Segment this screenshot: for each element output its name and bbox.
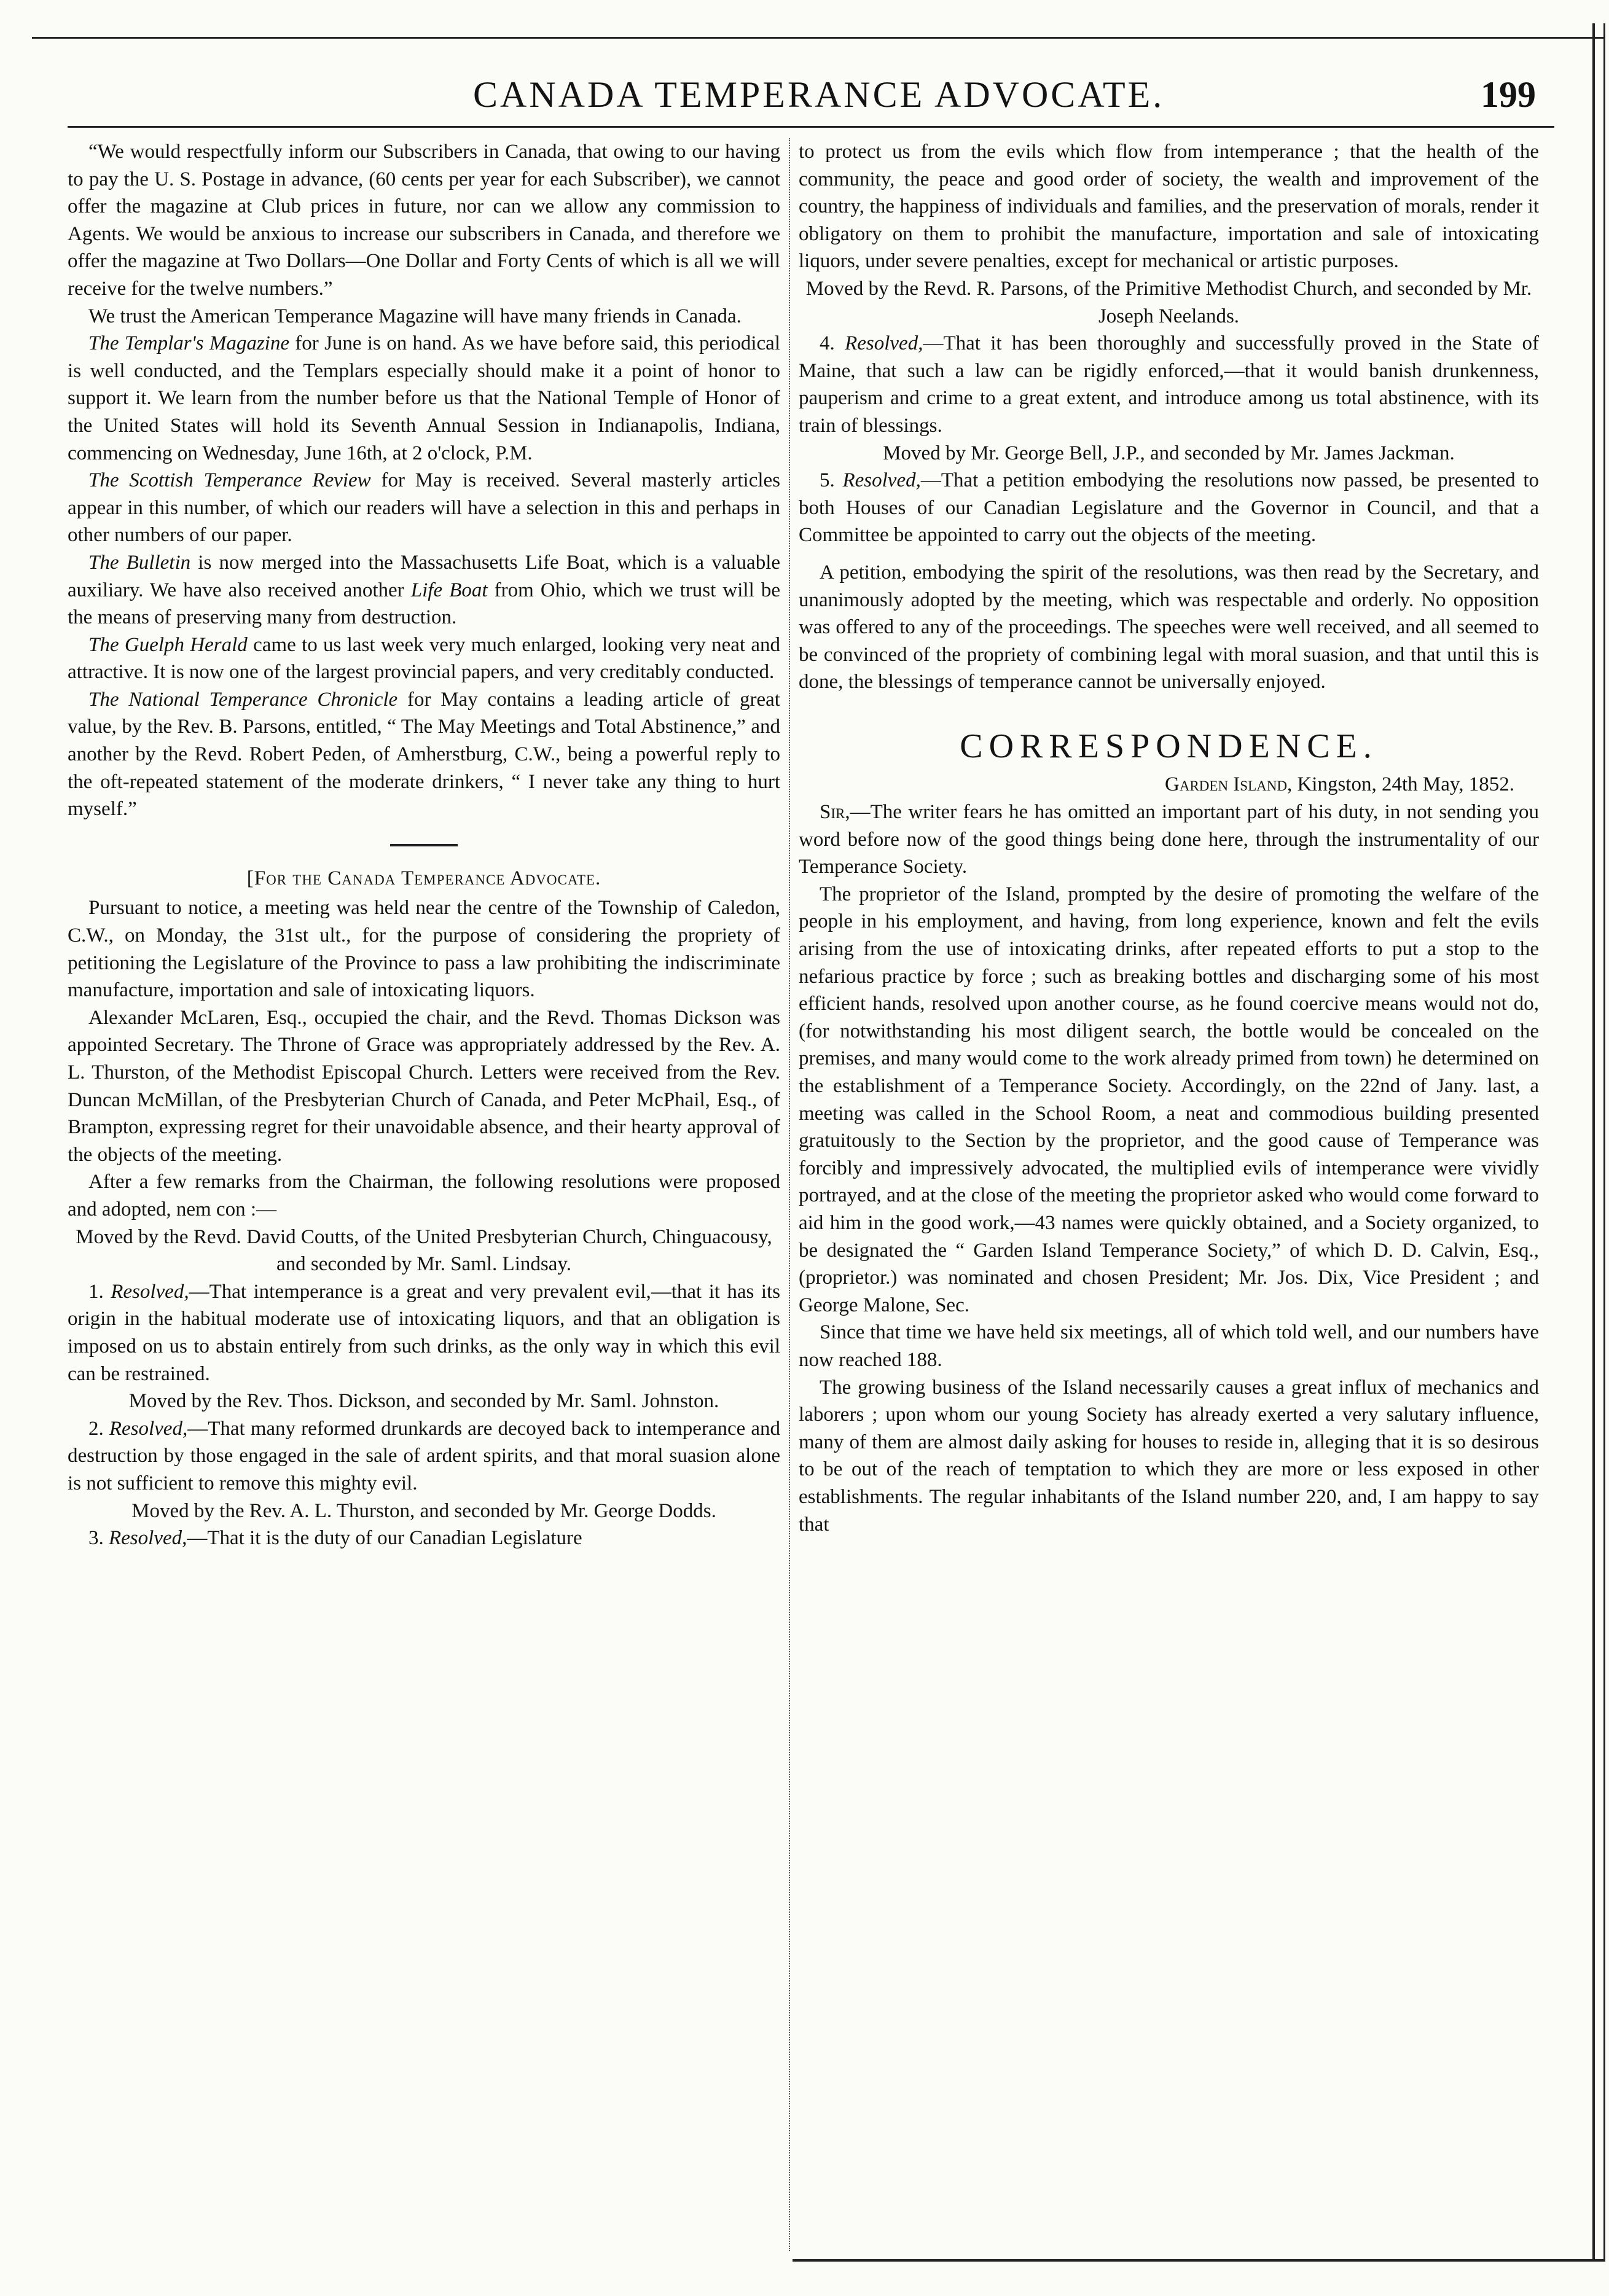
bulletin-note: The Bulletin is now merged into the Massachusetts Life Boat, which is a valuable auxiliary. We have also received another Life Boat from Ohio, which we trust will be the means of preserving many from destruction. <box>68 551 781 629</box>
column-divider <box>789 138 790 2251</box>
publication-name: The National Temperance Chronicle <box>88 688 398 711</box>
motion-mover: Moved by the Revd. David Coutts, of the United Presbyterian Church, Chinguacousy, and seconded by Mr. Saml. Lindsay. <box>76 1225 772 1276</box>
right-column <box>799 138 1539 1538</box>
publication-name: Life Boat <box>410 579 488 601</box>
resolution-5: 5. Resolved,—That a petition embodying the resolutions now passed, be presented to both Houses of our Canadian Legislature and the Governor in Council, and that a Committee be appointed to carry out the objects of the meeting. <box>799 469 1539 547</box>
letter-salutation: Sir,—The writer fears he has omitted an important part of his duty, in not sending you word before now of the good things being done here, through the instrumentality of our Temperance Society. <box>799 801 1539 878</box>
page-border-top <box>32 0 1605 39</box>
resolution-3-continued: to protect us from the evils which flow from intemperance ; that the health of the community, the peace and good order of society, the wealth and improvement of the country, the happiness of individuals and families, and the preservation of morals, render it obligatory on them to prohibit the manufacture, importation and sale of intoxicating liquors, under severe penalties, except for mechanical or artistic purposes. <box>799 141 1539 273</box>
publication-title: CANADA TEMPERANCE ADVOCATE. <box>473 74 1165 115</box>
page-header <box>68 74 1536 123</box>
motion-mover: Moved by the Rev. Thos. Dickson, and seconded by Mr. Saml. Johnston. <box>128 1390 719 1413</box>
resolution-3: 3. Resolved,—That it is the duty of our Canadian Legislature <box>88 1527 582 1550</box>
motion-mover: Moved by the Revd. R. Parsons, of the Primitive Methodist Church, and seconded by Mr. Joseph Neelands. <box>805 277 1532 327</box>
section-heading: [For the Canada Temperance Advocate. <box>246 867 601 889</box>
resolutions-intro: After a few remarks from the Chairman, the following resolutions were proposed and adopted, nem con :— <box>68 1171 780 1220</box>
letter-body: The growing business of the Island necessarily causes a great influx of mechanics and laborers ; upon whom our young Society has already exerted a very salutary influence, many of them are almost daily asking for houses to reside in, alleging that it is so desirous to be out of the reach of temptation to which they are more or less exposed in other establishments. The regular inhabitants of the Island number 220, and, I am happy to say that <box>799 1376 1539 1536</box>
left-column <box>68 138 780 1552</box>
magazine-note: We trust the American Temperance Magazine will have many friends in Canada. <box>88 305 742 327</box>
scottish-review-note: The Scottish Temperance Review for May is received. Several masterly articles appear in this number, of which our readers will have a selection in this and perhaps in other numbers of our paper. <box>68 469 780 547</box>
publication-name: The Bulletin <box>88 551 191 574</box>
letter-dateline: Garden Island, Kingston, 24th May, 1852. <box>1165 773 1514 796</box>
letter-body: The proprietor of the Island, prompted by the desire of promoting the welfare of the people in his employment, and having, from long experience, known and felt the evils arising from the use of intoxicating drinks, after repeated efforts to put a stop to the nefarious practice by force ; such as breaking bottles and discharging some of his most efficient hands, resolved upon another course, as he found coercive means would not do, (for notwithstanding his most diligent search, the bottle would be concealed on the premises, and many would come to the work already primed from town) he determined on the establishment of a Temperance Society. Accordingly, on the 22nd of Jany. last, a meeting was called in the School Room, a neat and commodious building presented gratuitously to the Section by the proprietor, and the good cause of Temperance was forcibly and impressively advocated, the multiplied evils of intemperance were vividly portrayed, and at the close of the meeting the proprietor asked who would come forward to aid him in the good work,—43 names were quickly obtained, and a Society organized, to be designated the “ Garden Island Temperance Society,” of which D. D. Calvin, Esq., (proprietor.) was nominated and chosen President; Mr. Jos. Dix, Vice President ; and George Malone, Sec. <box>799 883 1539 1316</box>
subscriber-notice: “We would respectfully inform our Subscribers in Canada, that owing to our having to pay the U. S. Postage in advance, (60 cents per year for each Subscriber), we cannot offer the magazine at Club prices in future, nor can we allow any commission to Agents. We would be anxious to increase our subscribers in Canada, and therefore we offer the magazine at Two Dollars—One Dollar and Forty Cents of which is all we will receive for the twelve numbers.” <box>68 141 780 300</box>
page-number: 199 <box>1481 74 1536 115</box>
resolution-2: 2. Resolved,—That many reformed drunkards are decoyed back to intemperance and destruction by those engaged in the sale of ardent spirits, and that moral suasion alone is not sufficient to remove this mighty evil. <box>68 1417 781 1494</box>
petition-paragraph: A petition, embodying the spirit of the resolutions, was then read by the Secretary, and unanimously adopted by the meeting, which was respectable and orderly. No opposition was offered to any of the proceedings. The speeches were well received, and all seemed to be convinced of the propriety of combining legal with moral suasion, and that until this is done, the blessings of temperance cannot be universally enjoyed. <box>799 561 1539 693</box>
letter-body: Since that time we have held six meetings, all of which told well, and our numbers have now reached 188. <box>799 1321 1539 1371</box>
chronicle-note: The National Temperance Chronicle for May contains a leading article of great value, by the Rev. B. Parsons, entitled, “ The May Meetings and Total Abstinence,” and another by the Revd. Robert Peden, of Amherstburg, C.W., being a powerful reply to the oft-repeated statement of the moderate drinkers, “ I never take any thing to hurt myself.” <box>68 688 780 821</box>
motion-mover: Moved by Mr. George Bell, J.P., and seconded by Mr. James Jackman. <box>883 442 1455 464</box>
publication-name: The Guelph Herald <box>88 633 248 656</box>
templars-magazine-note: The Templar's Magazine for June is on hand. As we have before said, this periodical is well conducted, and the Templars especially should make it a point of honor to support it. We learn from the number before us that the National Temple of Honor of the United States will hold its Seventh Annual Session in Indianapolis, Indiana, commencing on Wednesday, June 16th, at 2 o'clock, P.M. <box>68 332 780 464</box>
section-separator <box>390 844 458 846</box>
publication-name: The Templar's Magazine <box>88 332 289 355</box>
correspondence-heading: CORRESPONDENCE. <box>960 727 1378 765</box>
resolution-4: 4. Resolved,—That it has been thoroughly and successfully proved in the State of Maine, that such a law can be rigidly enforced,—that it would banish drunkenness, pauperism and crime to a great extent, and introduce among us total abstinence, with its train of blessings. <box>799 332 1539 437</box>
meeting-officers: Alexander McLaren, Esq., occupied the chair, and the Revd. Thomas Dickson was appointed Secretary. The Throne of Grace was appropriately addressed by the Rev. A. L. Thurston, of the Methodist Episcopal Church. Letters were received from the Rev. Duncan McMillan, of the Presbyterian Church of Canada, and Peter McPhail, Esq., of Brampton, expressing regret for their unavoidable absence, and their hearty approval of the objects of the meeting. <box>68 1006 780 1166</box>
publication-name: The Scottish Temperance Review <box>88 469 371 492</box>
meeting-report: Pursuant to notice, a meeting was held near the centre of the Township of Caledon, C.W., on Monday, the 31st ult., for the purpose of considering the propriety of petitioning the Legislature of the Province to pass a law prohibiting the indiscriminate manufacture, importation and sale of intoxicating liquors. <box>68 897 780 1002</box>
resolution-1: 1. Resolved,—That intemperance is a great and very prevalent evil,—that it has its origin in the habitual moderate use of intoxicating liquors, and that an obligation is imposed on us to abstain entirely from such drinks, as the only way in which this evil can be restrained. <box>68 1280 781 1385</box>
page-border-right <box>1592 23 1605 2259</box>
header-rule <box>68 126 1554 128</box>
motion-mover: Moved by the Rev. A. L. Thurston, and seconded by Mr. George Dodds. <box>131 1499 716 1522</box>
page-border-bottom <box>793 2259 1605 2262</box>
guelph-herald-note: The Guelph Herald came to us last week very much enlarged, looking very neat and attractive. It is now one of the largest provincial papers, and very creditably conducted. <box>68 633 780 684</box>
